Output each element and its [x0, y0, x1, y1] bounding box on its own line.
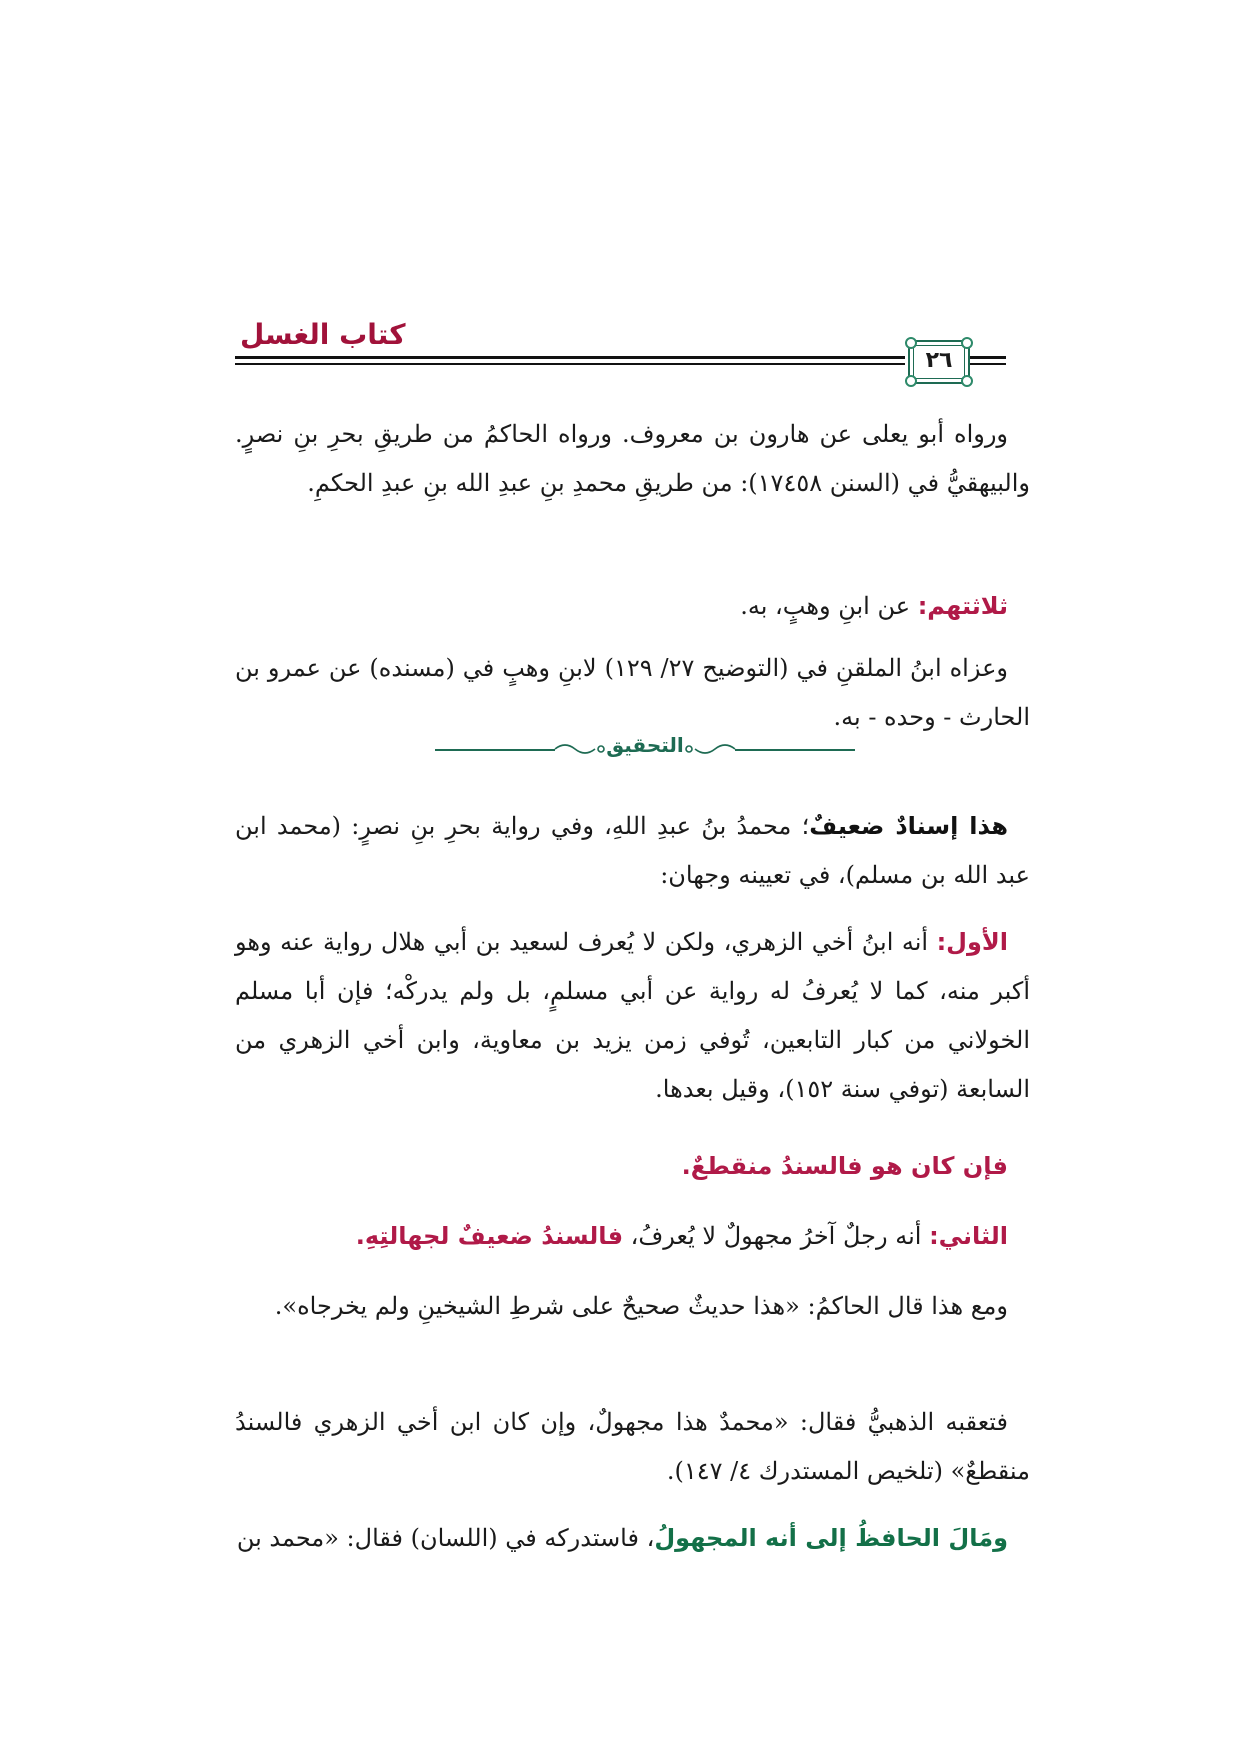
paragraph-3-text: وعزاه ابنُ الملقنِ في (التوضيح ٢٧/ ١٢٩) لابنِ وهبٍ في (مسنده) عن عمرو بن الحارث - وحده - به.	[235, 654, 1030, 731]
paragraph-1	[235, 410, 1030, 508]
paragraph-10-label: ومَالَ الحافظُ إلى أنه المجهولُ	[654, 1524, 1008, 1552]
header-rule-right-top	[970, 356, 1006, 359]
paragraph-9-text: فتعقبه الذهبيُّ فقال: «محمدٌ هذا مجهولٌ، وإن كان ابن أخي الزهري فالسندُ منقطعٌ» (تلخيص المستدرك ٤/ ١٤٧).	[235, 1408, 1030, 1485]
paragraph-6-text: فإن كان هو فالسندُ منقطعٌ.	[681, 1152, 1008, 1180]
paragraph-5-text: أنه ابنُ أخي الزهري، ولكن لا يُعرف لسعيد بن أبي هلال رواية عنه وهو أكبر منه، كما لا يُعرفُ له رواية عن أبي مسلمٍ، بل ولم يدركْه؛ فإن أبا مسلم الخولاني من كبار التابعين، تُوفي زمن يزيد بن معاوية، وابن أخي الزهري من السابعة (توفي سنة ١٥٢)، وقيل بعدها.	[235, 928, 1030, 1103]
paragraph-2-label: ثلاثتهم:	[917, 592, 1008, 620]
book-title: كتاب الغسل	[240, 318, 406, 351]
paragraph-5	[235, 918, 1030, 1114]
paragraph-8	[235, 1282, 1030, 1331]
paragraph-1-text: ورواه أبو يعلى عن هارون بن معروف. ورواه الحاكمُ من طريقِ بحرِ بنِ نصرٍ. والبيهقيُّ في (السنن ١٧٤٥٨): من طريقِ محمدِ بنِ عبدِ الله بنِ عبدِ الحكمِ.	[235, 420, 1030, 497]
paragraph-4-label: هذا إسنادٌ ضعيفٌ	[809, 812, 1008, 840]
paragraph-7-conclusion: فالسندُ ضعيفٌ لجهالتِهِ.	[355, 1222, 624, 1250]
paragraph-10-text: ، فاستدركه في (اللسان) فقال: «محمد بن	[236, 1524, 655, 1552]
paragraph-3	[235, 644, 1030, 742]
header-rule-bottom	[235, 363, 905, 365]
paragraph-5-label: الأول:	[936, 928, 1008, 956]
paragraph-7-text: أنه رجلٌ آخرُ مجهولٌ لا يُعرفُ،	[623, 1222, 930, 1250]
page-number-frame	[908, 340, 970, 384]
page-number: ٢٦	[925, 348, 953, 373]
paragraph-6	[235, 1142, 1030, 1191]
header-rule-top	[235, 356, 905, 359]
paragraph-10	[235, 1514, 1030, 1563]
paragraph-7-label: الثاني:	[929, 1222, 1008, 1250]
header-rule-right-bottom	[970, 363, 1006, 365]
paragraph-4	[235, 802, 1030, 900]
paragraph-2-text: عن ابنِ وهبٍ، به.	[740, 592, 918, 620]
paragraph-7	[235, 1212, 1030, 1261]
section-divider	[435, 733, 855, 763]
paragraph-8-text: ومع هذا قال الحاكمُ: «هذا حديثٌ صحيحٌ على شرطِ الشيخينِ ولم يخرجاه».	[274, 1292, 1008, 1320]
paragraph-4-text: ؛ محمدُ بنُ عبدِ اللهِ، وفي رواية بحرِ بنِ نصرٍ: (محمد ابن عبد الله بن مسلم)، في تعيينه وجهان:	[235, 812, 1030, 889]
paragraph-9	[235, 1398, 1030, 1496]
paragraph-2	[235, 582, 1030, 631]
section-title: التحقيق	[606, 733, 684, 757]
